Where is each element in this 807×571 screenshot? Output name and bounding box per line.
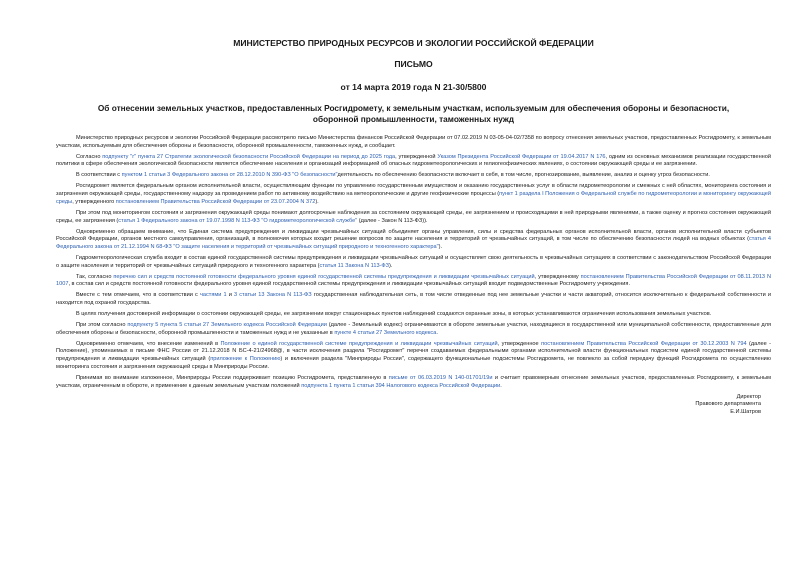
paragraph: Так, согласно перечню сил и средств постоянной готовности федерального уровня единой государственной системы предупреждения и ликвидации чрезвычайных ситуаций, утвержденному постановлением Правительства Российской Федерации от 08.11.2013 N 1007, в состав сил и средств постоянной готовности федерального уровня единой государственной системы предупреждения и ликвидации чрезвычайных ситуаций входит подведомственные Росгидромету учреждения. [56, 273, 771, 288]
doc-link[interactable]: постановлением Правительства Российской Федерации от 30.12.2003 N 794 [541, 340, 747, 347]
paragraph: Росгидромет является федеральным органом исполнительной власти, осуществляющим функции по управлению государственным имуществом и оказанию государственных услуг в области гидрометеорологии и смежных с ней областях, мониторинга состояния и загрязнения окружающей среды, государственному надзору за проведением работ по активному воздействию на метеорологические и другие геофизические процессы (пункт 1 раздела I Положения о Федеральной службе по гидрометеорологии и мониторингу окружающей среды, утвержденного постановлением Правительства Российской Федерации от 23.07.2004 N 372). [56, 183, 771, 205]
doc-title: Об отнесении земельных участков, предоставленных Росгидромету, к земельным участкам, используемым для обеспечения обороны и безопасности, оборонной промышленности, таможенных нужд [97, 103, 730, 124]
doc-link[interactable]: постановлением Правительства Российской Федерации от 23.07.2004 N 372 [115, 198, 316, 205]
doc-link[interactable]: 3 статьи 13 Закона N 113-ФЗ [234, 292, 312, 299]
doc-link[interactable]: пунктом 1 статьи 3 Федерального закона от 28.12.2010 N 390-ФЗ "О безопасности" [121, 172, 338, 179]
doc-link[interactable]: перечню сил и средств постоянной готовности федерального уровня единой государственной системы предупреждения и ликвидации чрезвычайных ситуаций [113, 273, 535, 280]
doc-link[interactable]: пункте 4 статьи 27 Земельного кодекса [334, 329, 437, 336]
document-body [56, 135, 771, 390]
paragraph: Принимая во внимание изложенное, Минприроды России поддерживает позицию Росгидромета, представленную в письме от 06.03.2019 N 140-01701/19и и считает правомерным отнесение земельных участков, предоставленных Росгидромету, к земельным участкам, ограниченным в обороте, и применение к данным земельным участкам положений подпункта 1 пункта 1 статьи 394 Налогового кодекса Российской Федерации. [56, 374, 771, 389]
doc-link[interactable]: Положение о единой государственной системе предупреждения и ликвидации чрезвычайных ситуаций [220, 340, 498, 347]
doc-link[interactable]: пункт 1 раздела I Положения о Федеральной службе по гидрометеорологии и мониторингу окружающей среды [56, 191, 771, 205]
doc-link[interactable]: Указом Президента Российской Федерации от 19.04.2017 N 176 [437, 153, 606, 160]
doc-link[interactable]: подпункта 1 пункта 1 статьи 394 Налогового кодекса Российской Федерации [301, 382, 501, 389]
paragraph: При этом согласно подпункту 5 пункта 5 статьи 27 Земельного кодекса Российской Федерации (далее - Земельный кодекс) ограничиваются в обороте земельные участки, находящиеся в государственной или муниципальной собственности, предоставленные для обеспечения обороны и безопасности, оборонной промышленности и таможенных нужд и не указанные в пункте 4 статьи 27 Земельного кодекса. [56, 322, 771, 336]
doc-date-number: от 14 марта 2019 года N 21-30/5800 [340, 82, 487, 92]
signature-department: Правового департамента [695, 401, 761, 408]
signature-block [56, 394, 771, 417]
paragraph: В целях получения достоверной информации о состоянии окружающей среды, ее загрязнении вокруг стационарных пунктов наблюдений создаются охранные зоны, в которых устанавливаются ограничения использования земельных участков. [76, 311, 712, 318]
paragraph: При этом под мониторингом состояния и загрязнения окружающей среды понимают долгосрочные наблюдения за состоянием окружающей среды, ее загрязнением и происходящими в ней природными явлениями, а также оценку и прогноз состояния окружающей среды, ее загрязнения (статья 1 Федерального закона от 19.07.1998 N 113-ФЗ "О гидрометеорологической службе" (далее - Закон N 113-ФЗ)). [56, 209, 771, 224]
paragraph: Гидрометеорологическая служба входит в состав единой государственной системы предупреждения и ликвидации чрезвычайных ситуаций и осуществляет свою деятельность в чрезвычайных ситуациях в соответствии с законодательством Российской Федерации о защите населения и территорий от чрезвычайных ситуаций природного и техногенного характера (статья 11 Закона N 113-ФЗ). [56, 254, 771, 269]
doc-type: ПИСЬМО [394, 59, 433, 69]
doc-link[interactable]: подпункту "г" пункта 27 Стратегии экологической безопасности Российской Федерации на период до 2025 года [102, 153, 396, 160]
doc-link[interactable]: подпункту 5 пункта 5 статьи 27 Земельного кодекса Российской Федерации [127, 322, 327, 329]
paragraph: Согласно подпункту "г" пункта 27 Стратегии экологической безопасности Российской Федерации на период до 2025 года, утвержденной Указом Президента Российской Федерации от 19.04.2017 N 176, одним из основных механизмов реализации государственной политики в сфере обеспечения экологической безопасности является обеспечение населения и организаций информацией об опасных гидрометеорологических и гелиогеофизических явлениях, о состоянии окружающей среды и ее загрязнении. [56, 153, 771, 168]
doc-link[interactable]: частями 1 [199, 292, 227, 299]
paragraph: Одновременно отмечаем, что внесение изменений в Положение о единой государственной системе предупреждения и ликвидации чрезвычайных ситуаций, утвержденное постановлением Правительства Российской Федерации от 30.12.2003 N 794 (далее - Положение), упоминаемых в письме ФНС России от 21.12.2018 N БС-4-21/24968@, в части исключения раздела "Росгидромет" перечня создаваемых федеральными органами исполнительной власти функциональных подсистем единой государственной системы предупреждения и ликвидации чрезвычайных ситуаций (приложение к Положению) и включения раздела "Минприроды России", содержащего функциональные подсистемы Росгидромета, не повлекло за собой передачу функций Росгидромета по осуществлению мониторинга состояния и загрязнения окружающей среды в Минприроды России. [56, 340, 771, 370]
doc-link[interactable]: статья 11 Закона N 113-ФЗ [319, 262, 390, 269]
signature-name: Е.И.Шатров [730, 408, 761, 415]
doc-link[interactable]: письме от 06.03.2019 N 140-01701/19и [388, 374, 493, 381]
doc-link[interactable]: приложение к Положению [210, 356, 281, 363]
paragraph: Министерство природных ресурсов и экологии Российской Федерации рассмотрело письмо Министерства финансов Российской Федерации от 07.02.2019 N 03-05-04-02/7358 по вопросу отнесения земельных участков, предоставленных Росгидромету, к земельным участкам, используемым для обеспечения обороны и безопасности, оборонной промышленности, таможенных нужд, и сообщает. [56, 135, 771, 149]
doc-link[interactable]: постановлением Правительства Российской Федерации от 08.11.2013 N 1007 [56, 273, 771, 288]
paragraph: Вместе с тем отмечаем, что в соответствии с частями 1 и 3 статьи 13 Закона N 113-ФЗ государственная наблюдательная сеть, в том числе отведенные под нее земельные участки и части акваторий, относится исключительно к федеральной собственности и находится под охраной государства. [56, 292, 771, 307]
ministry-name: МИНИСТЕРСТВО ПРИРОДНЫХ РЕСУРСОВ И ЭКОЛОГИИ РОССИЙСКОЙ ФЕДЕРАЦИИ [233, 38, 594, 48]
doc-link[interactable]: статья 4 Федерального закона от 21.12.1994 N 68-ФЗ "О защите населения и территорий от чрезвычайных ситуаций природного и техногенного характера" [56, 236, 771, 250]
signature-position: Директор [736, 393, 761, 400]
paragraph: Одновременно обращаем внимание, что Единая система предупреждения и ликвидации чрезвычайных ситуаций объединяет органы управления, силы и средства федеральных органов исполнительной власти, органов исполнительной власти субъектов Российской Федерации, органов местного самоуправления, организаций, в полномочия которых входит решение вопросов по защите населения и территорий от чрезвычайных ситуаций, в том числе по обеспечению безопасности людей на водных объектах (статья 4 Федерального закона от 21.12.1994 N 68-ФЗ "О защите населения и территорий от чрезвычайных ситуаций природного и техногенного характера"). [56, 228, 771, 250]
paragraph: В соответствии с пунктом 1 статьи 3 Федерального закона от 28.12.2010 N 390-ФЗ "О безопасности"деятельность по обеспечению безопасности включает в себя, в том числе, прогнозирование, выявление, анализ и оценку угроз безопасности. [76, 172, 710, 179]
doc-link[interactable]: статья 1 Федерального закона от 19.07.1998 N 113-ФЗ "О гидрометеорологической службе" [118, 217, 358, 224]
